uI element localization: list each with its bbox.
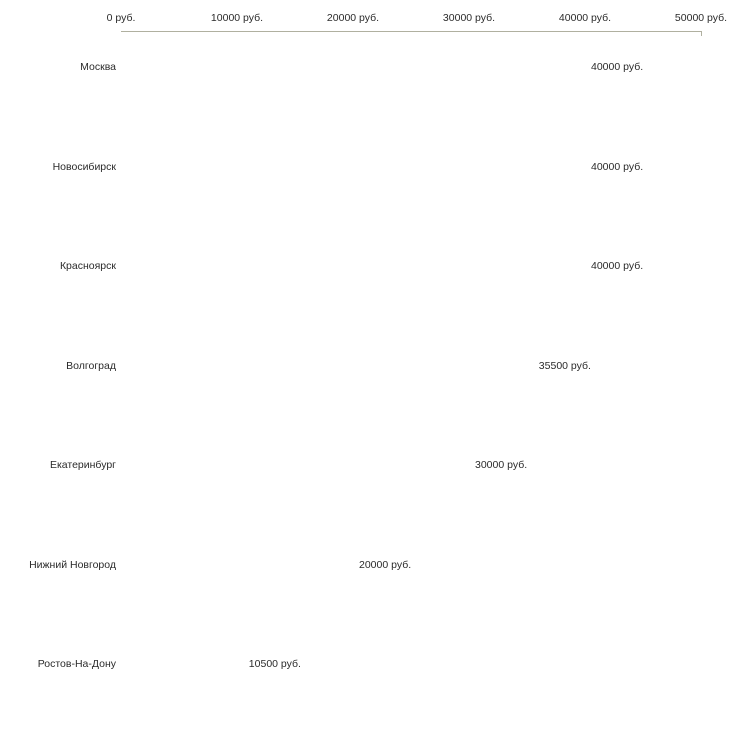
bar <box>121 630 243 698</box>
category-label-3: Волгоград <box>66 359 116 372</box>
category-label-0: Москва <box>80 61 116 73</box>
x-tick-label-1: 10000 руб. <box>210 12 264 24</box>
bar-value-label-4: 30000 руб. <box>475 459 528 471</box>
bar <box>121 33 585 101</box>
x-tick-label-5: 50000 руб. <box>674 12 728 24</box>
category-label-1: Новосибирск <box>52 160 116 173</box>
bar <box>121 332 533 400</box>
bar <box>121 431 469 499</box>
bar-value-label-6: 10500 руб. <box>248 658 301 670</box>
bar-value-label-1: 40000 руб. <box>591 160 644 173</box>
category-label-5: Нижний Новгород <box>29 558 116 571</box>
x-tick-label-0: 0 руб. <box>106 12 136 24</box>
bar-value-label-3: 35500 руб. <box>538 359 591 372</box>
category-label-4: Екатеринбург <box>49 459 116 471</box>
bar-value-label-0: 40000 руб. <box>591 61 644 73</box>
x-axis-end-tick <box>701 31 702 36</box>
bar <box>121 232 585 300</box>
x-tick-label-2: 20000 руб. <box>326 12 380 24</box>
x-axis-line <box>121 31 701 32</box>
bar <box>121 133 585 201</box>
bar-value-label-2: 40000 руб. <box>591 260 644 272</box>
x-tick-label-4: 40000 руб. <box>558 12 612 24</box>
bar <box>121 531 353 599</box>
x-tick-label-3: 30000 руб. <box>442 12 496 24</box>
category-label-6: Ростов-На-Дону <box>37 658 116 670</box>
category-label-2: Красноярск <box>59 260 116 272</box>
bar-value-label-5: 20000 руб. <box>359 558 412 571</box>
